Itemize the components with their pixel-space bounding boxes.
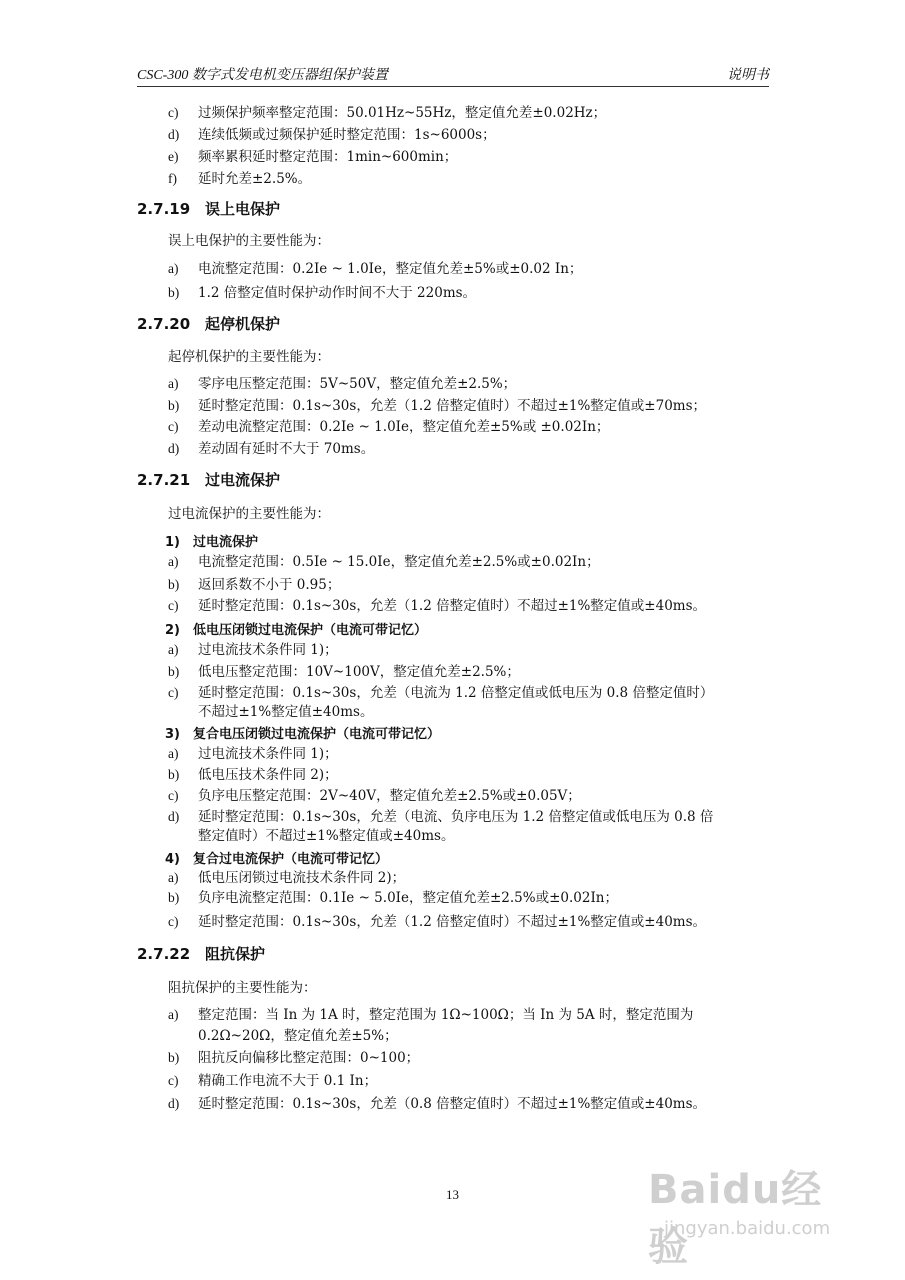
subsection-heading: 3) 复合电压闭锁过电流保护（电流可带记忆） [165, 727, 441, 742]
section-intro: 阻抗保护的主要性能为： [168, 980, 317, 996]
page-number: 13 [446, 1187, 459, 1202]
section-intro: 过电流保护的主要性能为： [168, 506, 330, 522]
subsection-heading: 2) 低电压闭锁过电流保护（电流可带记忆） [165, 623, 428, 638]
section-intro: 误上电保护的主要性能为： [168, 233, 330, 249]
page-header [137, 62, 769, 87]
section-heading: 2.7.19 误上电保护 [137, 200, 281, 218]
header-doc-type: 说明书 [727, 68, 769, 83]
subsection-heading: 4) 复合过电流保护（电流可带记忆） [165, 852, 389, 867]
watermark-url: jingyan.baidu.com [664, 1218, 831, 1239]
section-heading: 2.7.21 过电流保护 [137, 471, 281, 489]
subsection-heading: 1) 过电流保护 [165, 535, 259, 550]
section-heading: 2.7.22 阻抗保护 [137, 945, 266, 963]
watermark-logo: Baidu经验 [648, 1167, 823, 1270]
section-heading: 2.7.20 起停机保护 [137, 315, 281, 333]
section-intro: 起停机保护的主要性能为： [168, 349, 330, 365]
header-title: CSC-300 数字式发电机变压器组保护装置 [137, 68, 388, 83]
watermark [640, 1150, 840, 1270]
